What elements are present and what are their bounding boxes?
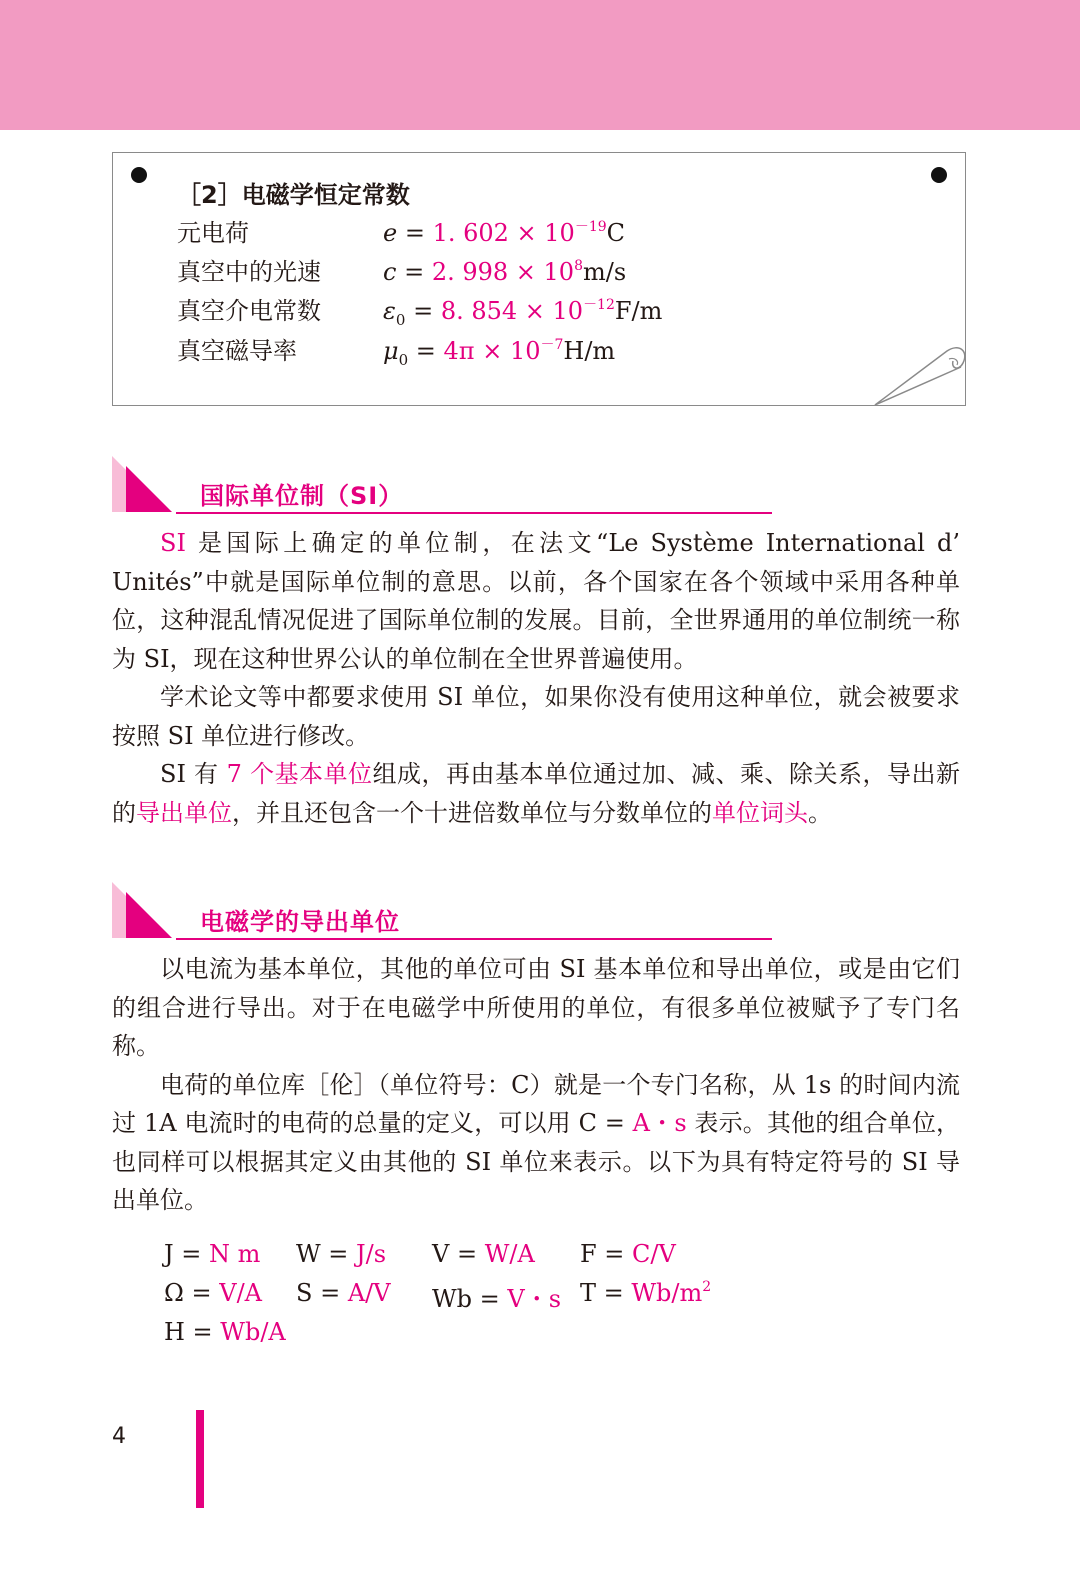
page-curl-icon xyxy=(873,339,969,409)
constant-value: c = 2. $998 \times 10^8m/s$ xyxy=(383,258,627,286)
section-si-body xyxy=(112,524,960,832)
heading-underline xyxy=(176,938,772,940)
section-heading-derived-units xyxy=(112,882,772,944)
section-derived-body xyxy=(112,950,960,1220)
paragraph: 学术论文等中都要求使用 SI 单位，如果你没有使用这种单位，就会被要求按照 SI 单位进行修改。 xyxy=(112,683,960,750)
unit-formula: H = Wb/A xyxy=(164,1318,286,1346)
unit-formula: $T = Wb/m^2$ xyxy=(580,1279,712,1307)
pin-icon xyxy=(131,167,147,183)
heading-underline xyxy=(176,512,772,514)
header-band xyxy=(0,0,1080,130)
heading-triangle-icon xyxy=(126,892,172,938)
constant-value: e = 1. $602 \times 10^{-19}C$ xyxy=(383,219,626,247)
constant-value: $\varepsilon_0 = 8$. $854 \times 10^{-12}F/m$ xyxy=(383,297,663,329)
unit-formula: J = N m xyxy=(164,1240,261,1268)
unit-formula: W = J/s xyxy=(296,1240,387,1268)
constant-row xyxy=(177,213,625,248)
section-title: 电磁学的导出单位 xyxy=(200,908,400,936)
constants-box xyxy=(112,152,966,406)
unit-formula: Ω = V/A xyxy=(164,1279,263,1307)
paragraph: 以电流为基本单位，其他的单位可由 SI 基本单位和导出单位，或是由它们的组合进行导出。对于在电磁学中所使用的单位，有很多单位被赋予了专门名称。 xyxy=(112,955,960,1060)
constant-name: 元电荷 xyxy=(177,219,249,247)
paragraph: 电荷的单位库［伦］（单位符号：C）就是一个专门名称，从 1s 的时间内流过 1A 电流时的电荷的总量的定义，可以用 C = A・s 表示。其他的组合单位，也同样可以根据其定义由其他的 SI 单位来表示。以下为具有特定符号的 SI 导出单位。 xyxy=(112,1070,960,1214)
paragraph: SI 有 7 个基本单位组成，再由基本单位通过加、减、乘、除关系，导出新的导出单位，并且还包含一个十进倍数单位与分数单位的单位词头。 xyxy=(112,760,960,827)
paragraph: SI 是国际上确定的单位制，在法文“Le Système International d’ Unités”中就是国际单位制的意思。以前，各个国家在各个领域中采用各种单位，这种混乱情况促进了国际单位制的发展。目前，全世界通用的单位制统一称为 SI，现在这种世界公认的单位制在全世界普遍使用。 xyxy=(112,529,960,673)
constant-name: 真空介电常数 xyxy=(177,297,321,325)
pin-icon xyxy=(931,167,947,183)
section-heading-si xyxy=(112,456,772,518)
constant-row xyxy=(177,331,616,369)
constant-value: $\mu_0 = 4\pi \times 10^{-7}H/m$ xyxy=(383,337,616,369)
constant-name: 真空磁导率 xyxy=(177,337,297,365)
heading-triangle-icon xyxy=(126,466,172,512)
unit-formula: S = A/V xyxy=(296,1279,391,1307)
constant-row xyxy=(177,252,626,287)
unit-formula: F = C/V xyxy=(580,1240,676,1268)
constants-box-title: ［2］电磁学恒定常数 xyxy=(177,181,410,209)
unit-formula: Wb = V・s xyxy=(432,1285,562,1313)
constant-row xyxy=(177,291,663,329)
section-title: 国际单位制（SI） xyxy=(200,482,404,510)
unit-formula: V = W/A xyxy=(432,1240,535,1268)
constant-name: 真空中的光速 xyxy=(177,258,321,286)
page-accent-bar xyxy=(196,1410,204,1508)
page-number: 4 xyxy=(112,1424,126,1449)
